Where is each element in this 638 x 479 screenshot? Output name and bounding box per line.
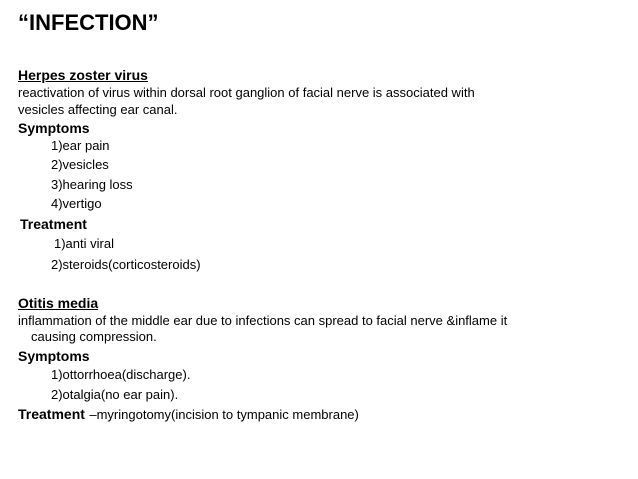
herpes-treatment-item: 2)steroids(corticosteroids) bbox=[51, 257, 201, 272]
herpes-symptom-item: 1)ear pain bbox=[51, 138, 110, 153]
otitis-treatment-label: Treatment bbox=[18, 406, 85, 422]
otitis-description-line1: inflammation of the middle ear due to infections can spread to facial nerve &inflame it bbox=[18, 313, 508, 328]
herpes-description-line2: vesicles affecting ear canal. bbox=[18, 102, 178, 117]
otitis-heading: Otitis media bbox=[18, 295, 99, 311]
otitis-description-line2: causing compression. bbox=[31, 329, 157, 344]
herpes-treatment-item: 1)anti viral bbox=[54, 236, 114, 251]
herpes-symptoms-label: Symptoms bbox=[18, 120, 90, 136]
page-title: “INFECTION” bbox=[18, 10, 159, 35]
herpes-description-line1: reactivation of virus within dorsal root ganglion of facial nerve is associated with bbox=[18, 85, 475, 100]
otitis-treatment-line bbox=[18, 406, 359, 424]
herpes-heading: Herpes zoster virus bbox=[18, 67, 148, 83]
herpes-symptom-item: 3)hearing loss bbox=[51, 177, 133, 192]
herpes-symptom-item: 4)vertigo bbox=[51, 196, 102, 211]
otitis-symptoms-label: Symptoms bbox=[18, 348, 90, 364]
otitis-treatment-text: –myringotomy(incision to tympanic membrane) bbox=[89, 407, 359, 422]
herpes-symptom-item: 2)vesicles bbox=[51, 157, 109, 172]
otitis-symptom-item: 2)otalgia(no ear pain). bbox=[51, 387, 179, 402]
herpes-treatment-label: Treatment bbox=[20, 216, 87, 232]
otitis-symptom-item: 1)ottorrhoea(discharge). bbox=[51, 367, 191, 382]
